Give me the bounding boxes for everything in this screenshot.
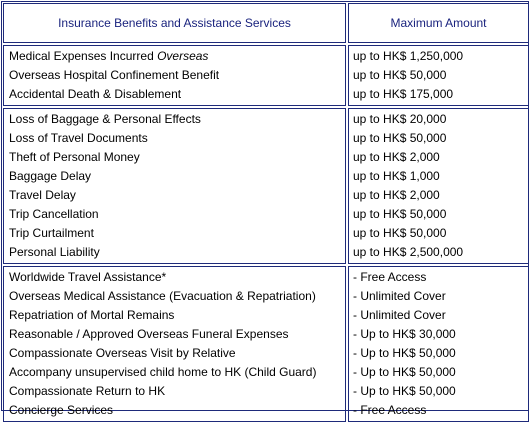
maximum-amount: - Up to HK$ 50,000 (353, 365, 456, 379)
maximum-amount: up to HK$ 50,000 (353, 131, 447, 145)
maximum-amount: - Unlimited Cover (353, 308, 446, 322)
benefit-name (4, 148, 345, 167)
benefit-text: Travel Delay (9, 188, 76, 202)
benefit-text: Personal Liability (9, 245, 100, 259)
benefit-text: Loss of Travel Documents (9, 131, 148, 145)
benefit-name (4, 325, 345, 344)
maximum-amount: up to HK$ 50,000 (353, 68, 447, 82)
benefit-text: Accompany unsupervised child home to HK (Child Guard) (9, 365, 317, 379)
benefit-text: Accidental Death & Disablement (9, 87, 182, 101)
maximum-amount: up to HK$ 20,000 (353, 112, 447, 126)
benefit-name (4, 167, 345, 186)
group-row (3, 108, 529, 264)
maximum-amount: up to HK$ 2,500,000 (353, 245, 464, 259)
benefit-text: Worldwide Travel Assistance* (9, 270, 167, 284)
benefit-text: Repatriation of Mortal Remains (9, 308, 175, 322)
table-body (3, 45, 529, 422)
maximum-amount: up to HK$ 2,000 (353, 188, 440, 202)
maximum-amount: - Up to HK$ 50,000 (353, 384, 456, 398)
group-amount-cell (348, 108, 529, 264)
benefit-text: Overseas Medical Assistance (Evacuation & Repatriation) (9, 289, 316, 303)
maximum-amount: - Free Access (353, 270, 427, 284)
benefit-text: Theft of Personal Money (9, 150, 140, 164)
benefit-text-italic: Overseas (157, 49, 209, 63)
maximum-amount: - Up to HK$ 50,000 (353, 346, 456, 360)
benefit-name (4, 401, 345, 420)
benefit-name (4, 110, 345, 129)
benefit-name (4, 243, 345, 262)
benefit-text: Baggage Delay (9, 169, 92, 183)
benefit-name (4, 287, 345, 306)
maximum-amount: up to HK$ 50,000 (353, 226, 447, 240)
benefit-text: Concierge Services (9, 403, 114, 417)
group-amount-cell (348, 266, 529, 422)
benefit-text: Trip Curtailment (9, 226, 94, 240)
benefit-text: Overseas Hospital Confinement Benefit (9, 68, 220, 82)
header-maximum-amount: Maximum Amount (348, 3, 529, 43)
maximum-amount: - Up to HK$ 30,000 (353, 327, 456, 341)
group-row (3, 45, 529, 106)
header-benefits: Insurance Benefits and Assistance Services (3, 3, 346, 43)
maximum-amount: - Unlimited Cover (353, 289, 446, 303)
benefit-name (4, 205, 345, 224)
benefit-name (4, 306, 345, 325)
group-row (3, 266, 529, 422)
benefit-name (4, 186, 345, 205)
benefits-table (1, 1, 531, 424)
benefit-name (4, 268, 345, 287)
benefit-text: Trip Cancellation (9, 207, 99, 221)
benefit-name (4, 66, 345, 85)
benefit-text: Medical Expenses Incurred (9, 49, 158, 63)
benefit-text: Compassionate Overseas Visit by Relative (9, 346, 236, 360)
benefit-name (4, 363, 345, 382)
benefit-name (4, 344, 345, 363)
benefit-text: Compassionate Return to HK (9, 384, 166, 398)
maximum-amount: up to HK$ 1,250,000 (353, 49, 464, 63)
maximum-amount: - Free Access (353, 403, 427, 417)
benefit-text: Reasonable / Approved Overseas Funeral Expenses (9, 327, 289, 341)
group-benefits-cell (3, 45, 346, 106)
maximum-amount: up to HK$ 2,000 (353, 150, 440, 164)
benefit-name (4, 47, 345, 66)
maximum-amount: up to HK$ 50,000 (353, 207, 447, 221)
benefit-name (4, 224, 345, 243)
group-benefits-cell (3, 108, 346, 264)
benefit-name (4, 382, 345, 401)
benefit-name (4, 129, 345, 148)
group-amount-cell (348, 45, 529, 106)
maximum-amount: up to HK$ 175,000 (353, 87, 454, 101)
header-row (3, 3, 529, 43)
benefit-text: Loss of Baggage & Personal Effects (9, 112, 201, 126)
maximum-amount: up to HK$ 1,000 (353, 169, 440, 183)
group-benefits-cell (3, 266, 346, 422)
benefit-name (4, 85, 345, 104)
